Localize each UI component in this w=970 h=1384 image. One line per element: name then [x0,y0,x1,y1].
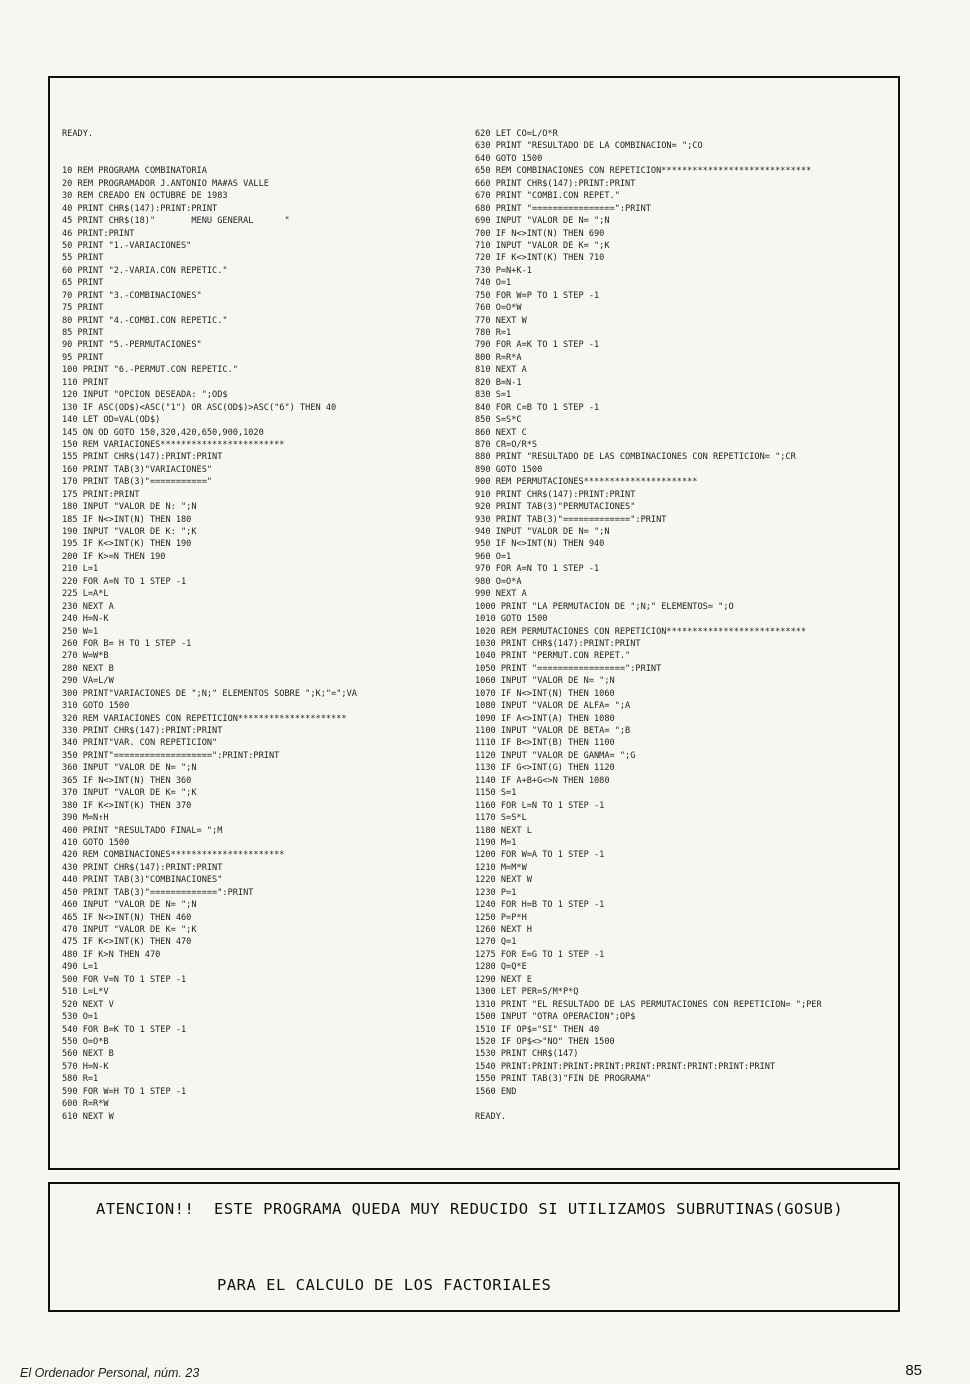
code-line: 840 FOR C=B TO 1 STEP -1 [475,402,600,413]
publication-footer: El Ordenador Personal, núm. 23 [20,1366,200,1380]
code-line: 1080 INPUT "VALOR DE ALFA= ";A [475,701,631,712]
code-line: 45 PRINT CHR$(18)" MENU GENERAL " [62,216,290,227]
code-line: 950 IF N<>INT(N) THEN 940 [475,539,605,550]
code-line: 190 INPUT "VALOR DE K: ";K [62,527,197,537]
code-line: 550 O=O*B [62,1036,109,1047]
code-line [62,140,357,152]
code-line: 1020 REM PERMUTACIONES CON REPETICION*************************** [475,626,807,637]
code-line: 860 NEXT C [475,427,527,438]
code-line: 830 S=1 [475,390,512,401]
code-line: 270 W=W*B [62,651,109,662]
code-line: 900 REM PERMUTACIONES********************** [475,477,698,488]
code-line: 780 R=1 [475,328,512,338]
code-line: 1030 PRINT CHR$(147):PRINT:PRINT [475,638,641,649]
code-line: 1560 END [475,1086,517,1097]
code-line: 365 IF N<>INT(N) THEN 360 [62,775,192,786]
code-line: 870 CR=O/R*S [475,439,538,450]
code-line: 40 PRINT CHR$(147):PRINT:PRINT [62,203,218,214]
code-line: 1160 FOR L=N TO 1 STEP -1 [475,800,605,811]
code-line: 300 PRINT"VARIACIONES DE ";N;" ELEMENTOS SOBRE ";K;"=";VA [62,688,357,699]
code-line [62,153,357,165]
code-line [475,1098,822,1110]
code-line: 340 PRINT"VAR. CON REPETICION" [62,738,218,749]
code-line: 1260 NEXT H [475,925,532,935]
code-line: 1210 M=M*W [475,862,527,873]
code-line: 620 LET CO=L/O*R [475,129,558,139]
code-line: 1120 INPUT "VALOR DE GANMA= ";G [475,750,636,761]
code-line: 160 PRINT TAB(3)"VARIACIONES" [62,464,213,475]
code-line: 740 O=1 [475,278,512,289]
code-line: 1060 INPUT "VALOR DE N= ";N [475,676,615,687]
code-line: 1280 Q=Q*E [475,962,527,973]
code-line: 470 INPUT "VALOR DE K= ";K [62,925,197,935]
code-line: 540 FOR B=K TO 1 STEP -1 [62,1024,187,1035]
code-line: 770 NEXT W [475,315,527,326]
code-line: 390 M=N↑H [62,813,109,824]
code-line: 380 IF K<>INT(K) THEN 370 [62,800,192,811]
code-line: 1180 NEXT L [475,825,532,836]
code-line: 610 NEXT W [62,1111,114,1122]
listing-right-column [475,128,822,1123]
code-line: 420 REM COMBINACIONES********************** [62,850,285,861]
code-line: 1100 INPUT "VALOR DE BETA= ";B [475,726,631,736]
code-line: 465 IF N<>INT(N) THEN 460 [62,912,192,923]
code-line: 760 O=O*W [475,303,522,314]
code-line: 590 FOR W=H TO 1 STEP -1 [62,1086,187,1097]
code-line: 140 LET OD=VAL(OD$) [62,415,161,426]
code-line: 890 GOTO 1500 [475,464,543,475]
code-line: 220 FOR A=N TO 1 STEP -1 [62,576,187,587]
code-line: 65 PRINT [62,278,104,289]
code-line: 970 FOR A=N TO 1 STEP -1 [475,564,600,575]
code-line: 1130 IF G<>INT(G) THEN 1120 [475,763,615,774]
attention-note-line-1: ATENCION!! ESTE PROGRAMA QUEDA MUY REDUCIDO SI UTILIZAMOS SUBRUTINAS(GOSUB) [96,1200,844,1218]
code-line: 60 PRINT "2.-VARIA.CON REPETIC." [62,265,228,276]
code-line: 250 W=1 [62,626,99,637]
code-line: 520 NEXT V [62,999,114,1010]
code-line: 700 IF N<>INT(N) THEN 690 [475,228,605,239]
code-line: 1275 FOR E=G TO 1 STEP -1 [475,949,605,960]
code-line: 490 L=1 [62,962,99,973]
code-line: 1070 IF N<>INT(N) THEN 1060 [475,688,615,699]
code-line: 940 INPUT "VALOR DE N= ";N [475,527,610,537]
code-line: 150 REM VARIACIONES************************ [62,439,285,450]
code-line: 95 PRINT [62,352,104,363]
code-line: 1230 P=1 [475,887,517,898]
code-line: 195 IF K<>INT(K) THEN 190 [62,539,192,550]
code-line: 980 O=O*A [475,576,522,587]
code-line: 225 L=A*L [62,589,109,600]
code-line: 690 INPUT "VALOR DE N= ";N [475,216,610,227]
code-line: 790 FOR A=K TO 1 STEP -1 [475,340,600,351]
code-line: 920 PRINT TAB(3)"PERMUTACIONES" [475,502,636,513]
code-line: 1300 LET PER=S/M*P*Q [475,987,579,998]
code-line: READY. [475,1111,507,1122]
code-line: 460 INPUT "VALOR DE N= ";N [62,900,197,911]
code-line: 850 S=S*C [475,415,522,426]
code-line: 1310 PRINT "EL RESULTADO DE LAS PERMUTACIONES CON REPETICION= ";PER [475,999,822,1010]
code-line: 480 IF K>N THEN 470 [62,949,161,960]
code-line: 600 R=R*W [62,1099,109,1110]
code-line: 475 IF K<>INT(K) THEN 470 [62,937,192,948]
code-line: 1520 IF OP$<>"NO" THEN 1500 [475,1036,615,1047]
code-line: 910 PRINT CHR$(147):PRINT:PRINT [475,489,636,500]
code-line: 10 REM PROGRAMA COMBINATORIA [62,166,207,177]
code-line: 1240 FOR H=B TO 1 STEP -1 [475,900,605,911]
code-line: 320 REM VARIACIONES CON REPETICION********************* [62,713,347,724]
code-line: 75 PRINT [62,303,104,314]
code-line: 50 PRINT "1.-VARIACIONES" [62,240,192,251]
code-line: 330 PRINT CHR$(147):PRINT:PRINT [62,726,223,736]
code-line: 80 PRINT "4.-COMBI.CON REPETIC." [62,315,228,326]
code-line: 1150 S=1 [475,788,517,799]
code-line: 290 VA=L/W [62,676,114,687]
code-line: 640 GOTO 1500 [475,153,543,164]
code-line: 230 NEXT A [62,601,114,612]
code-line: 240 H=N-K [62,614,109,625]
code-line: 100 PRINT "6.-PERMUT.CON REPETIC." [62,365,238,376]
code-line: 720 IF K<>INT(K) THEN 710 [475,253,605,264]
code-line: 1530 PRINT CHR$(147) [475,1049,579,1060]
code-line: 90 PRINT "5.-PERMUTACIONES" [62,340,202,351]
code-line: 1500 INPUT "OTRA OPERACION";OP$ [475,1012,636,1023]
code-line: 170 PRINT TAB(3)"===========" [62,477,213,488]
code-line: 880 PRINT "RESULTADO DE LAS COMBINACIONES CON REPETICION= ";CR [475,452,796,463]
code-line: 70 PRINT "3.-COMBINACIONES" [62,290,202,301]
code-line: 800 R=R*A [475,352,522,363]
code-line: 730 P=N+K-1 [475,265,532,276]
code-line: 1200 FOR W=A TO 1 STEP -1 [475,850,605,861]
code-line: 370 INPUT "VALOR DE K= ";K [62,788,197,799]
page-number: 85 [905,1362,922,1379]
code-line: 440 PRINT TAB(3)"COMBINACIONES" [62,875,223,886]
code-line: 260 FOR B= H TO 1 STEP -1 [62,638,192,649]
code-line: 55 PRINT [62,253,104,264]
code-line: 930 PRINT TAB(3)"=============":PRINT [475,514,667,525]
code-line: 670 PRINT "COMBI.CON REPET." [475,191,620,202]
code-line: 185 IF N<>INT(N) THEN 180 [62,514,192,525]
code-line: 400 PRINT "RESULTADO FINAL= ";M [62,825,223,836]
code-line: 500 FOR V=N TO 1 STEP -1 [62,974,187,985]
code-line: 120 INPUT "OPCION DESEADA: ";OD$ [62,390,228,401]
code-line: 710 INPUT "VALOR DE K= ";K [475,240,610,251]
code-line: 530 O=1 [62,1012,99,1023]
code-line: 175 PRINT:PRINT [62,489,140,500]
code-line: 1010 GOTO 1500 [475,614,548,625]
code-line: 20 REM PROGRAMADOR J.ANTONIO MA#AS VALLE [62,178,269,189]
code-line: 145 ON OD GOTO 150,320,420,650,900,1020 [62,427,264,438]
code-line: 310 GOTO 1500 [62,701,130,712]
code-line: 450 PRINT TAB(3)"=============":PRINT [62,887,254,898]
code-line: 1290 NEXT E [475,974,532,985]
code-line: 1540 PRINT:PRINT:PRINT:PRINT:PRINT:PRINT:PRINT:PRINT:PRINT [475,1061,776,1072]
code-line: 580 R=1 [62,1074,99,1085]
code-line: 660 PRINT CHR$(147):PRINT:PRINT [475,178,636,189]
code-line: 1000 PRINT "LA PERMUTACION DE ";N;" ELEMENTOS= ";O [475,601,734,612]
code-line: 280 NEXT B [62,663,114,674]
code-line: 350 PRINT"===================":PRINT:PRINT [62,750,280,761]
code-line: 180 INPUT "VALOR DE N: ";N [62,502,197,513]
code-line: 130 IF ASC(OD$)<ASC("1") OR ASC(OD$)>ASC("6") THEN 40 [62,402,337,413]
code-line: 560 NEXT B [62,1049,114,1060]
code-line: 360 INPUT "VALOR DE N= ";N [62,763,197,774]
code-line: 1220 NEXT W [475,875,532,886]
code-line: 1110 IF B<>INT(B) THEN 1100 [475,738,615,749]
code-line: 410 GOTO 1500 [62,837,130,848]
code-line: 990 NEXT A [475,589,527,600]
code-line: 570 H=N-K [62,1061,109,1072]
code-line: 810 NEXT A [475,365,527,376]
code-line: 510 L=L*V [62,987,109,998]
code-line: 46 PRINT:PRINT [62,228,135,239]
attention-note-line-2: PARA EL CALCULO DE LOS FACTORIALES [217,1276,552,1294]
code-line: 85 PRINT [62,328,104,338]
code-line: 960 O=1 [475,551,512,562]
code-line: 1170 S=S*L [475,813,527,824]
code-line: 155 PRINT CHR$(147):PRINT:PRINT [62,452,223,463]
code-line: 1550 PRINT TAB(3)"FIN DE PROGRAMA" [475,1074,651,1085]
code-line: 200 IF K>=N THEN 190 [62,551,166,562]
code-line: READY. [62,129,94,139]
code-line: 1190 M=1 [475,837,517,848]
code-line: 1090 IF A<>INT(A) THEN 1080 [475,713,615,724]
code-line: 110 PRINT [62,377,109,388]
code-line: 210 L=1 [62,564,99,575]
code-line: 30 REM CREADO EN OCTUBRE DE 1983 [62,191,228,202]
listing-left-column [62,128,357,1123]
code-line: 1510 IF OP$="SI" THEN 40 [475,1024,600,1035]
code-line: 1040 PRINT "PERMUT.CON REPET." [475,651,631,662]
code-line: 750 FOR W=P TO 1 STEP -1 [475,290,600,301]
code-line: 650 REM COMBINACIONES CON REPETICION***************************** [475,166,812,177]
code-line: 630 PRINT "RESULTADO DE LA COMBINACION= ";CO [475,141,703,152]
code-line: 1050 PRINT "=================":PRINT [475,663,662,674]
code-line: 1270 Q=1 [475,937,517,948]
code-line: 1250 P=P*H [475,912,527,923]
code-line: 680 PRINT "================":PRINT [475,203,651,214]
code-line: 820 B=N-1 [475,377,522,388]
code-line: 1140 IF A+B+G<>N THEN 1080 [475,775,610,786]
code-line: 430 PRINT CHR$(147):PRINT:PRINT [62,862,223,873]
